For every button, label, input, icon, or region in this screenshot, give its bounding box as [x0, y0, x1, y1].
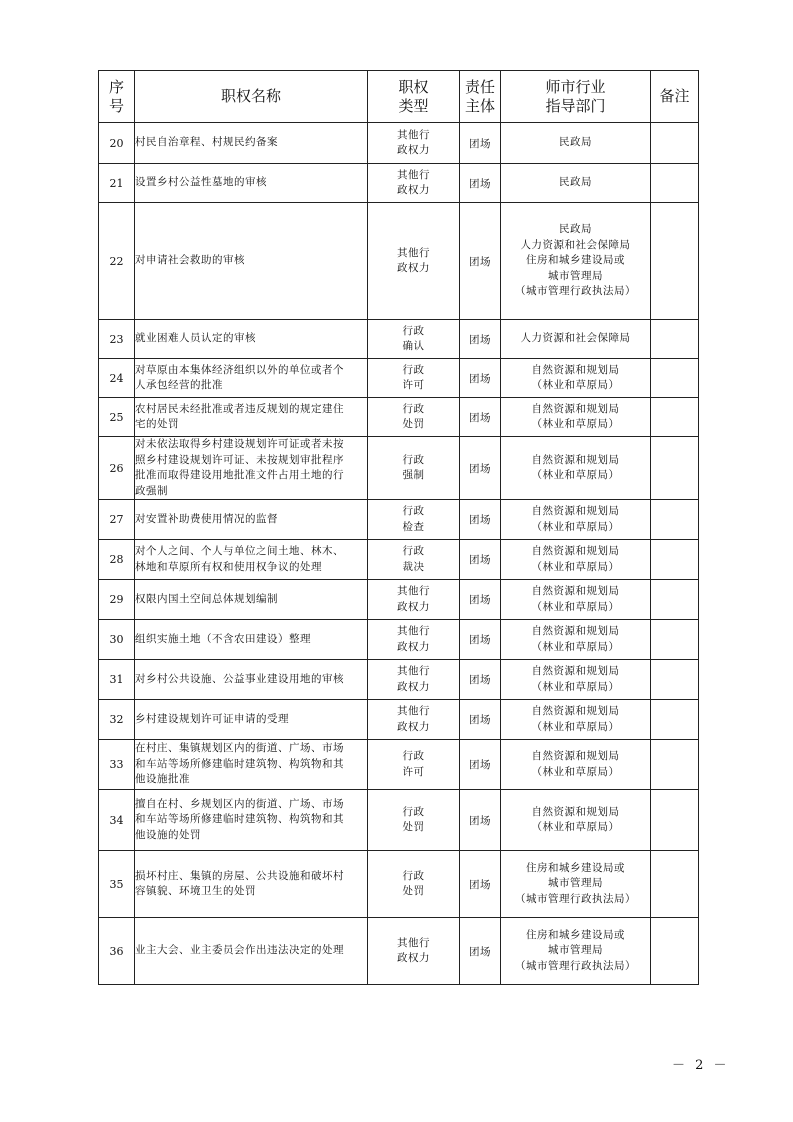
- type-line: 行政: [402, 453, 425, 466]
- cell-responsible-subject: 团场: [460, 851, 501, 918]
- type-line: 行政: [402, 324, 425, 337]
- type-line: 政权力: [397, 262, 430, 274]
- dept-line: 人力资源和社会保障局: [520, 332, 631, 345]
- cell-authority-type: [368, 164, 460, 203]
- cell-guiding-department: [501, 540, 651, 580]
- cell-serial-number: 21: [99, 164, 135, 203]
- cell-remarks: [651, 437, 699, 500]
- cell-remarks: [651, 660, 699, 700]
- type-line: 处罚: [402, 885, 425, 897]
- name-line: 农村居民未经批准或者违反规划的规定建住: [135, 402, 344, 415]
- table-row: [99, 851, 699, 918]
- table-row: [99, 540, 699, 580]
- dept-line: 自然资源和规划局: [531, 363, 620, 376]
- name-line: 批准而取得建设用地批准文件占用土地的行: [135, 469, 344, 481]
- cell-authority-type: [368, 359, 460, 398]
- type-line: 强制: [402, 469, 425, 481]
- cell-authority-name: [135, 359, 368, 398]
- cell-guiding-department: [501, 320, 651, 359]
- dept-line: （城市管理行政执法局）: [515, 285, 636, 298]
- table-row: [99, 320, 699, 359]
- name-line: 乡村建设规划许可证申请的受理: [135, 712, 289, 725]
- cell-guiding-department: [501, 398, 651, 437]
- cell-responsible-subject: 团场: [460, 320, 501, 359]
- name-line: 容镇貌、环境卫生的处罚: [135, 885, 256, 897]
- dept-line: 民政局: [559, 136, 592, 149]
- cell-authority-name: [135, 398, 368, 437]
- cell-serial-number: 31: [99, 660, 135, 700]
- cell-remarks: [651, 500, 699, 540]
- cell-guiding-department: [501, 437, 651, 500]
- cell-responsible-subject: 团场: [460, 123, 501, 164]
- cell-authority-type: [368, 580, 460, 620]
- name-line: 他设施批准: [135, 773, 190, 786]
- cell-remarks: [651, 918, 699, 985]
- cell-authority-type: [368, 203, 460, 320]
- cell-responsible-subject: 团场: [460, 740, 501, 790]
- cell-authority-name: [135, 203, 368, 320]
- cell-serial-number: 29: [99, 580, 135, 620]
- cell-responsible-subject: 团场: [460, 660, 501, 700]
- cell-remarks: [651, 790, 699, 851]
- cell-serial-number: 32: [99, 700, 135, 740]
- name-line: 在村庄、集镇规划区内的街道、广场、市场: [135, 742, 344, 755]
- header-guiding-department: 师市行业 指导部门: [501, 71, 651, 123]
- cell-authority-name: [135, 580, 368, 620]
- dept-line: （城市管理行政执法局）: [515, 959, 636, 972]
- dept-line: （林业和草原局）: [531, 469, 620, 481]
- type-line: 政权力: [397, 184, 430, 196]
- dept-line: 自然资源和规划局: [531, 545, 620, 557]
- dept-line: 自然资源和规划局: [531, 505, 620, 517]
- cell-authority-name: [135, 700, 368, 740]
- cell-remarks: [651, 203, 699, 320]
- cell-serial-number: 33: [99, 740, 135, 790]
- type-line: 许可: [402, 765, 425, 778]
- name-line: 人承包经营的批准: [135, 379, 223, 391]
- name-line: 对安置补助费使用情况的监督: [135, 512, 278, 525]
- cell-responsible-subject: 团场: [460, 918, 501, 985]
- cell-serial-number: 25: [99, 398, 135, 437]
- cell-responsible-subject: 团场: [460, 790, 501, 851]
- table-header-row: [99, 71, 699, 123]
- cell-authority-name: [135, 790, 368, 851]
- table-row: [99, 620, 699, 660]
- name-line: 对个人之间、个人与单位之间土地、林木、: [135, 545, 344, 557]
- table-row: [99, 164, 699, 203]
- cell-responsible-subject: 团场: [460, 700, 501, 740]
- table-row: [99, 123, 699, 164]
- type-line: 行政: [402, 363, 425, 376]
- cell-guiding-department: [501, 203, 651, 320]
- type-line: 其他行: [397, 665, 430, 677]
- dept-line: （城市管理行政执法局）: [515, 892, 636, 905]
- table-row: [99, 660, 699, 700]
- header-responsible-subject: 责任 主体: [460, 71, 501, 123]
- cell-serial-number: 24: [99, 359, 135, 398]
- cell-guiding-department: [501, 660, 651, 700]
- type-line: 其他行: [397, 128, 430, 141]
- cell-authority-type: [368, 740, 460, 790]
- dept-line: （林业和草原局）: [531, 560, 620, 573]
- dept-line: （林业和草原局）: [531, 680, 620, 693]
- name-line: 林地和草原所有权和使用权争议的处理: [135, 560, 322, 573]
- type-line: 其他行: [397, 625, 430, 637]
- cell-authority-name: [135, 123, 368, 164]
- cell-serial-number: 30: [99, 620, 135, 660]
- cell-authority-name: [135, 620, 368, 660]
- name-line: 他设施的处罚: [135, 828, 201, 841]
- dept-line: 自然资源和规划局: [531, 453, 620, 466]
- dept-line: 自然资源和规划局: [531, 625, 620, 637]
- cell-remarks: [651, 740, 699, 790]
- table-row: [99, 359, 699, 398]
- type-line: 行政: [402, 545, 425, 557]
- name-line: 对未依法取得乡村建设规划许可证或者未按: [135, 438, 344, 450]
- cell-serial-number: 28: [99, 540, 135, 580]
- header-remarks: 备注: [651, 71, 699, 123]
- cell-remarks: [651, 620, 699, 660]
- cell-remarks: [651, 123, 699, 164]
- cell-guiding-department: [501, 790, 651, 851]
- cell-serial-number: 34: [99, 790, 135, 851]
- name-line: 组织实施土地（不含农田建设）整理: [135, 632, 311, 645]
- dept-line: （林业和草原局）: [531, 600, 620, 613]
- authority-table: [98, 70, 699, 985]
- cell-guiding-department: [501, 359, 651, 398]
- page-number: － 2 －: [672, 1058, 730, 1073]
- dept-line: 民政局: [559, 223, 592, 236]
- cell-responsible-subject: 团场: [460, 203, 501, 320]
- name-line: 对申请社会救助的审核: [135, 254, 245, 267]
- type-line: 检查: [402, 520, 425, 533]
- header-authority-name: 职权名称: [135, 71, 368, 123]
- table-row: [99, 398, 699, 437]
- cell-authority-name: [135, 500, 368, 540]
- type-line: 确认: [402, 340, 425, 352]
- cell-authority-type: [368, 918, 460, 985]
- name-line: 擅自在村、乡规划区内的街道、广场、市场: [135, 797, 344, 810]
- name-line: 村民自治章程、村规民约备案: [135, 136, 278, 149]
- cell-authority-type: [368, 620, 460, 660]
- cell-authority-type: [368, 540, 460, 580]
- type-line: 政权力: [397, 680, 430, 693]
- cell-remarks: [651, 398, 699, 437]
- cell-remarks: [651, 540, 699, 580]
- type-line: 政权力: [397, 144, 430, 156]
- type-line: 其他行: [397, 246, 430, 259]
- cell-guiding-department: [501, 580, 651, 620]
- cell-guiding-department: [501, 500, 651, 540]
- cell-authority-name: [135, 437, 368, 500]
- type-line: 政权力: [397, 640, 430, 653]
- type-line: 政权力: [397, 720, 430, 733]
- type-line: 处罚: [402, 821, 425, 833]
- cell-authority-name: [135, 164, 368, 203]
- name-line: 设置乡村公益性墓地的审核: [135, 176, 267, 189]
- table-row: [99, 740, 699, 790]
- dept-line: 住房和城乡建设局或: [526, 254, 625, 267]
- cell-responsible-subject: 团场: [460, 620, 501, 660]
- dept-line: （林业和草原局）: [531, 379, 620, 391]
- type-line: 处罚: [402, 418, 425, 430]
- name-line: 对乡村公共设施、公益事业建设用地的审核: [135, 672, 344, 685]
- cell-authority-type: [368, 437, 460, 500]
- cell-responsible-subject: 团场: [460, 359, 501, 398]
- cell-serial-number: 20: [99, 123, 135, 164]
- cell-serial-number: 22: [99, 203, 135, 320]
- type-line: 行政: [402, 869, 425, 882]
- header-serial-number: 序 号: [99, 71, 135, 123]
- type-line: 其他行: [397, 936, 430, 949]
- dept-line: 城市管理局: [548, 944, 603, 957]
- dept-line: （林业和草原局）: [531, 720, 620, 733]
- dept-line: 自然资源和规划局: [531, 705, 620, 717]
- dept-line: 自然资源和规划局: [531, 750, 620, 762]
- table-row: [99, 500, 699, 540]
- cell-remarks: [651, 164, 699, 203]
- dept-line: （林业和草原局）: [531, 640, 620, 653]
- cell-authority-name: [135, 540, 368, 580]
- table-row: [99, 580, 699, 620]
- name-line: 业主大会、业主委员会作出违法决定的处理: [135, 944, 344, 957]
- cell-remarks: [651, 700, 699, 740]
- cell-authority-type: [368, 500, 460, 540]
- cell-guiding-department: [501, 851, 651, 918]
- cell-guiding-department: [501, 164, 651, 203]
- type-line: 行政: [402, 750, 425, 762]
- dept-line: （林业和草原局）: [531, 765, 620, 778]
- dept-line: 住房和城乡建设局或: [526, 861, 625, 874]
- dept-line: 城市管理局: [548, 877, 603, 890]
- dept-line: （林业和草原局）: [531, 520, 620, 533]
- dept-line: （林业和草原局）: [531, 821, 620, 833]
- header-authority-type: 职权 类型: [368, 71, 460, 123]
- name-line: 就业困难人员认定的审核: [135, 332, 256, 345]
- cell-authority-type: [368, 320, 460, 359]
- type-line: 其他行: [397, 705, 430, 717]
- type-line: 裁决: [402, 560, 425, 573]
- name-line: 照乡村建设规划许可证、未按规划审批程序: [135, 453, 344, 466]
- type-line: 行政: [402, 505, 425, 517]
- cell-serial-number: 27: [99, 500, 135, 540]
- name-line: 和车站等场所修建临时建筑物、构筑物和其: [135, 813, 344, 826]
- cell-remarks: [651, 851, 699, 918]
- cell-responsible-subject: 团场: [460, 540, 501, 580]
- cell-remarks: [651, 580, 699, 620]
- cell-guiding-department: [501, 740, 651, 790]
- dept-line: 住房和城乡建设局或: [526, 928, 625, 941]
- name-line: 权限内国土空间总体规划编制: [135, 592, 278, 605]
- dept-line: （林业和草原局）: [531, 418, 620, 430]
- table-row: [99, 437, 699, 500]
- cell-authority-name: [135, 660, 368, 700]
- name-line: 宅的处罚: [135, 418, 179, 430]
- type-line: 政权力: [397, 600, 430, 613]
- name-line: 对草原由本集体经济组织以外的单位或者个: [135, 363, 344, 376]
- table-row: [99, 918, 699, 985]
- cell-authority-type: [368, 700, 460, 740]
- dept-line: 自然资源和规划局: [531, 402, 620, 415]
- cell-responsible-subject: 团场: [460, 398, 501, 437]
- name-line: 政强制: [135, 484, 168, 497]
- cell-remarks: [651, 359, 699, 398]
- cell-responsible-subject: 团场: [460, 500, 501, 540]
- cell-responsible-subject: 团场: [460, 437, 501, 500]
- cell-guiding-department: [501, 620, 651, 660]
- cell-guiding-department: [501, 123, 651, 164]
- cell-guiding-department: [501, 918, 651, 985]
- cell-authority-name: [135, 320, 368, 359]
- dept-line: 民政局: [559, 176, 592, 189]
- cell-responsible-subject: 团场: [460, 164, 501, 203]
- cell-authority-name: [135, 851, 368, 918]
- type-line: 行政: [402, 402, 425, 415]
- cell-serial-number: 23: [99, 320, 135, 359]
- cell-authority-name: [135, 740, 368, 790]
- name-line: 损坏村庄、集镇的房屋、公共设施和破坏村: [135, 869, 344, 882]
- cell-authority-type: [368, 123, 460, 164]
- type-line: 其他行: [397, 168, 430, 181]
- cell-guiding-department: [501, 700, 651, 740]
- cell-serial-number: 26: [99, 437, 135, 500]
- cell-responsible-subject: 团场: [460, 580, 501, 620]
- cell-authority-type: [368, 851, 460, 918]
- name-line: 和车站等场所修建临时建筑物、构筑物和其: [135, 757, 344, 770]
- cell-remarks: [651, 320, 699, 359]
- type-line: 其他行: [397, 585, 430, 597]
- dept-line: 自然资源和规划局: [531, 665, 620, 677]
- type-line: 许可: [402, 379, 425, 391]
- table-row: [99, 700, 699, 740]
- cell-serial-number: 35: [99, 851, 135, 918]
- table-row: [99, 790, 699, 851]
- cell-authority-type: [368, 398, 460, 437]
- dept-line: 自然资源和规划局: [531, 585, 620, 597]
- type-line: 政权力: [397, 952, 430, 964]
- type-line: 行政: [402, 805, 425, 818]
- dept-line: 人力资源和社会保障局: [520, 238, 631, 251]
- cell-authority-type: [368, 790, 460, 851]
- dept-line: 自然资源和规划局: [531, 805, 620, 818]
- table-row: [99, 203, 699, 320]
- cell-authority-name: [135, 918, 368, 985]
- table-body: [99, 123, 699, 985]
- cell-serial-number: 36: [99, 918, 135, 985]
- dept-line: 城市管理局: [548, 269, 603, 282]
- cell-authority-type: [368, 660, 460, 700]
